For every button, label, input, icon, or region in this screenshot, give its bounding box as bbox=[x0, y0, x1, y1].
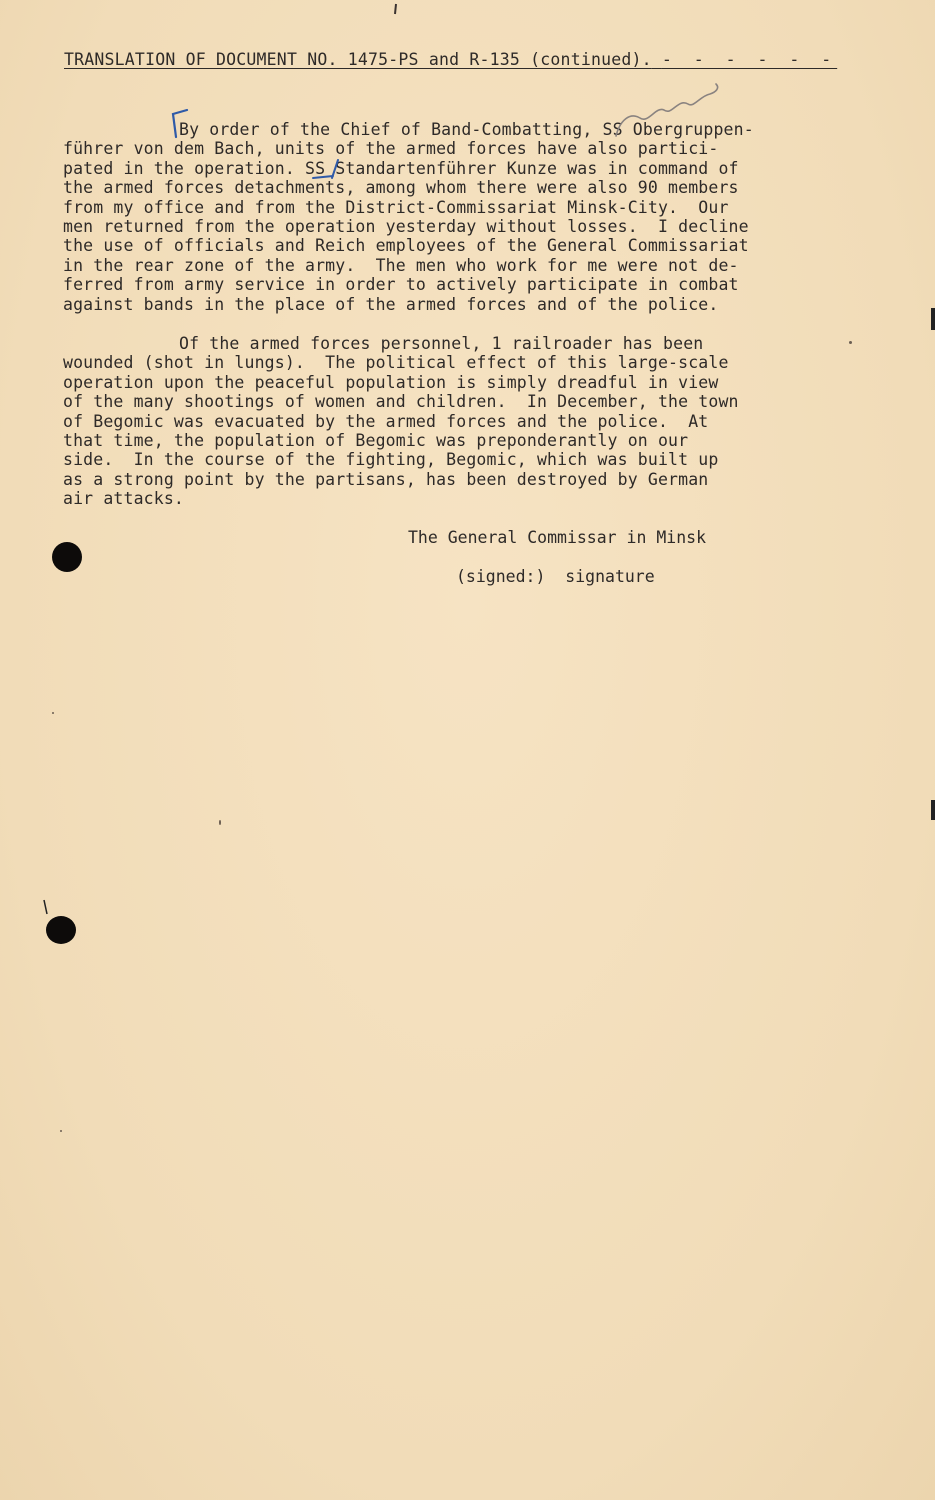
signature-line: (signed:) signature bbox=[456, 567, 655, 586]
paragraph-2-line: operation upon the peaceful population is simply dreadful in view bbox=[63, 372, 719, 392]
edge-mark bbox=[931, 800, 935, 820]
paper-speck bbox=[60, 1130, 62, 1132]
paragraph-1-line: men returned from the operation yesterday without losses. I decline bbox=[63, 217, 749, 237]
paper-speck bbox=[849, 341, 852, 344]
paragraph-1-line: from my office and from the District-Commissariat Minsk-City. Our bbox=[63, 197, 729, 217]
paragraph-2-line: as a strong point by the partisans, has been destroyed by German bbox=[63, 469, 709, 489]
paragraph-1-line: in the rear zone of the army. The men who work for me were not de- bbox=[63, 255, 739, 275]
paragraph-1 bbox=[63, 120, 863, 314]
paragraph-2-line: wounded (shot in lungs). The political effect of this large-scale bbox=[63, 353, 729, 373]
signature-title: The General Commissar in Minsk bbox=[408, 528, 707, 547]
paper-speck bbox=[52, 712, 54, 714]
tick-mark bbox=[44, 900, 47, 914]
paragraph-2-line: side. In the course of the fighting, Begomic, which was built up bbox=[63, 450, 719, 470]
paragraph-2-line: of Begomic was evacuated by the armed forces and the police. At bbox=[63, 411, 709, 431]
paragraph-1-line: ferred from army service in order to actively participate in combat bbox=[63, 275, 739, 295]
document-heading bbox=[64, 50, 854, 69]
paragraph-1-line: pated in the operation. SS Standartenführer Kunze was in command of bbox=[63, 158, 739, 178]
heading-dashes: - - - - - - bbox=[661, 50, 838, 69]
paragraph-2-line: air attacks. bbox=[63, 489, 185, 509]
paragraph-1-line: By order of the Chief of Band-Combatting, SS Obergruppen- bbox=[179, 120, 754, 139]
punch-hole bbox=[52, 542, 82, 572]
paragraph-1-line: the use of officials and Reich employees of the General Commissariat bbox=[63, 236, 749, 256]
top-mark bbox=[395, 4, 396, 14]
paragraph-1-line: führer von dem Bach, units of the armed forces have also partici- bbox=[63, 139, 719, 159]
paragraph-2-line: that time, the population of Begomic was preponderantly on our bbox=[63, 431, 689, 451]
punch-hole bbox=[46, 916, 76, 944]
paragraph-2-line: Of the armed forces personnel, 1 railroader has been bbox=[179, 334, 704, 353]
paragraph-2-line: of the many shootings of women and children. In December, the town bbox=[63, 392, 739, 412]
paragraph-1-line: the armed forces detachments, among whom there were also 90 members bbox=[63, 178, 739, 198]
edge-mark bbox=[931, 308, 935, 330]
paper-speck bbox=[219, 820, 221, 825]
paragraph-2 bbox=[63, 334, 863, 509]
heading-text: TRANSLATION OF DOCUMENT NO. 1475-PS and R-135 (continued). bbox=[64, 50, 652, 69]
paragraph-1-line: against bands in the place of the armed forces and of the police. bbox=[63, 294, 719, 314]
